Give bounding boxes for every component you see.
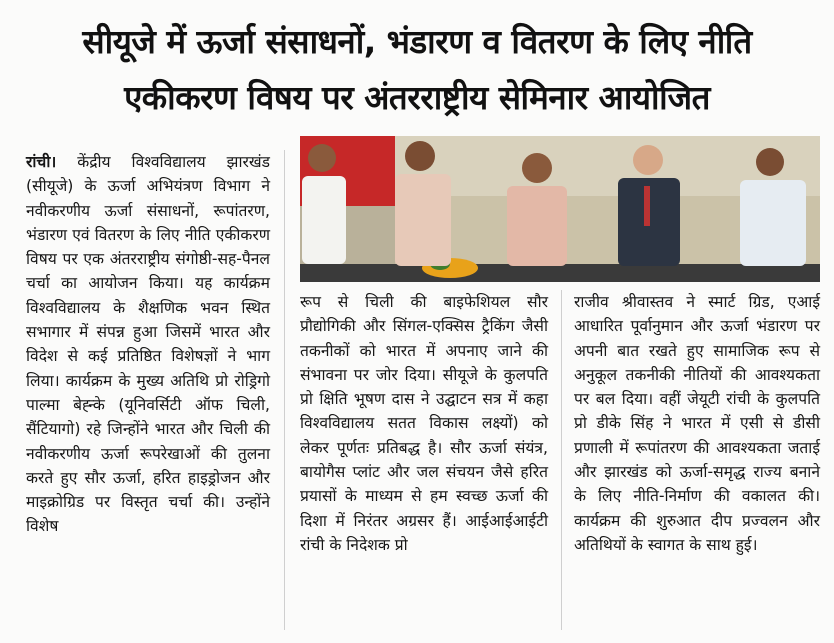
column-divider: [284, 150, 285, 630]
column-divider: [561, 290, 562, 630]
article-column-1: [26, 150, 270, 539]
headline-line-2: एकीकरण विषय पर अंतरराष्ट्रीय सेमिनार आयोजित: [124, 78, 710, 117]
column-1-text: केंद्रीय विश्वविद्यालय झारखंड (सीयूजे) के ऊर्जा अभियंत्रण विभाग ने नवीकरणीय ऊर्जा संसाधनों, रूपांतरण, भंडारण एवं वितरण के लिए नीति एकीकरण विषय पर एक अंतरराष्ट्रीय संगोष्ठी-सह-पैनल चर्चा का आयोजन किया। यह कार्यक्रम विश्वविद्यालय के शैक्षणिक भवन स्थित सभागार में संपन्न हुआ जिसमें भारत और विदेश से कई प्रतिष्ठित विशेषज्ञों ने भाग लिया। कार्यक्रम के मुख्य अतिथि प्रो रोड्रिगो पाल्मा बेह्न्के (यूनिवर्सिटी ऑफ चिली, सैंटियागो) रहे जिन्होंने भारत और चिली की नवीकरणीय ऊर्जा रूपरेखाओं की तुलना करते हुए सौर ऊर्जा, हरित हाइड्रोजन और माइक्रोग्रिड पर विस्तृत चर्चा की। उन्होंने विशेष: [26, 153, 270, 536]
headline-line-1: सीयूजे में ऊर्जा संसाधनों, भंडारण व वितरण के लिए नीति: [82, 22, 752, 61]
dateline: रांची।: [26, 153, 57, 171]
article-column-2: रूप से चिली की बाइफेशियल सौर प्रौद्योगिकी और सिंगल-एक्सिस ट्रैकिंग जैसी तकनीकों को भारत में अपनाए जाने की संभावना पर जोर दिया। सीयूजे के कुलपति प्रो क्षिति भूषण दास ने उद्घाटन सत्र में कहा विश्वविद्यालय सतत विकास लक्ष्यों) को लेकर पूर्णतः प्रतिबद्ध है। सौर ऊर्जा संयंत्र, बायोगैस प्लांट और जल संचयन जैसे हरित प्रयासों के माध्यम से हम स्वच्छ ऊर्जा की दिशा में निरंतर अग्रसर हैं। आईआईआईटी रांची के निदेशक प्रो: [300, 293, 548, 554]
news-photo-illustration: [300, 136, 820, 282]
article-column-3: राजीव श्रीवास्तव ने स्मार्ट ग्रिड, एआई आधारित पूर्वानुमान और ऊर्जा भंडारण पर अपनी बात रखते हुए सामाजिक रूप से अनुकूल तकनीकी नीतियों की आवश्यकता पर बल दिया। वहीं जेयूटी रांची के कुलपति प्रो डीके सिंह ने भारत में एसी से डीसी प्रणाली में रूपांतरण की आवश्यकता जताई और झारखंड को ऊर्जा-समृद्ध राज्य बनाने के लिए नीति-निर्माण की वकालत की। कार्यक्रम की शुरुआत दीप प्रज्वलन और अतिथियों के स्वागत के साथ हुई।: [574, 293, 820, 554]
headline: [0, 14, 834, 126]
news-photo: [300, 136, 820, 282]
